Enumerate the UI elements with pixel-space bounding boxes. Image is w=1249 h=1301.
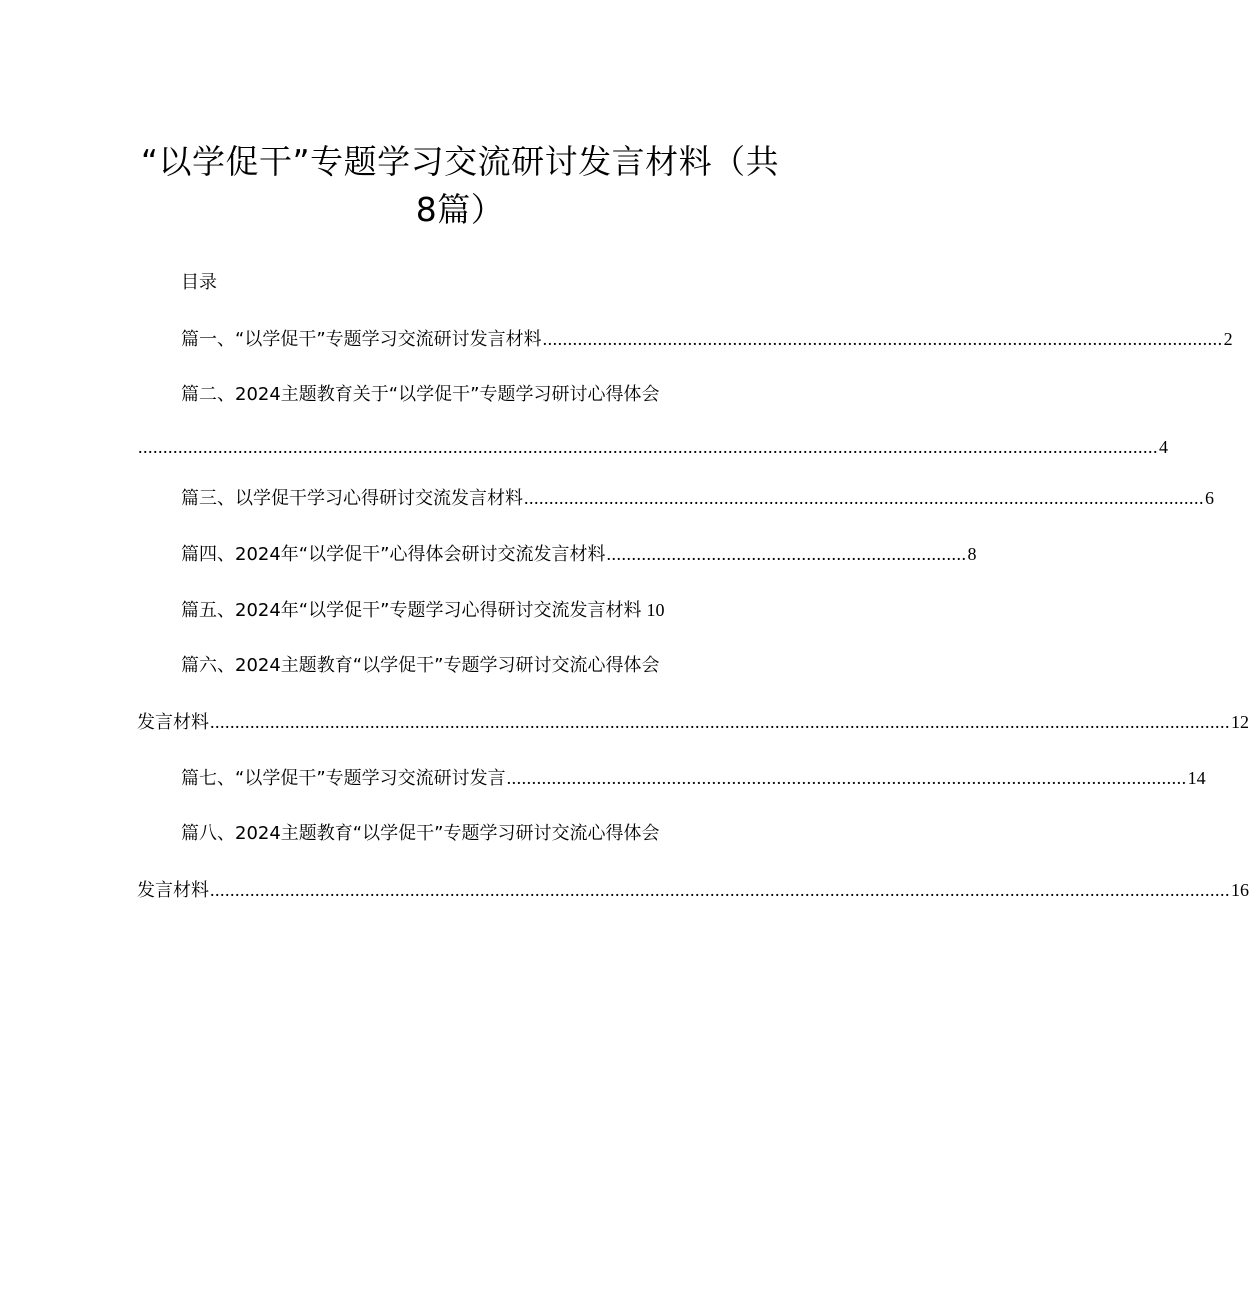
toc-entry-2[interactable]: [181, 382, 775, 408]
toc-page-number: 6: [1205, 488, 1214, 508]
toc-entry-6[interactable]: [181, 653, 775, 679]
toc-entry-6-continuation[interactable]: [137, 709, 1249, 736]
toc-leader-dots: ........................................................................................................................................: [542, 329, 1223, 349]
toc-entry-text: 篇三、以学促干学习心得研讨交流发言材料: [181, 488, 523, 509]
toc-entry-1[interactable]: [181, 326, 1233, 353]
toc-leader-dots: ........................................................................................................................................: [506, 768, 1187, 788]
toc-leader-dots: ............................................................................................................................................................................................................: [210, 712, 1230, 732]
toc-entry-text: 篇四、2024年“以学促干”心得体会研讨交流发言材料: [181, 544, 606, 565]
toc-entry-8-continuation[interactable]: [137, 877, 1249, 904]
toc-page-number: 8: [967, 544, 977, 564]
toc-page-number: 10: [646, 600, 665, 620]
toc-entry-3[interactable]: [181, 485, 1214, 512]
document-title-line-1: “以学促干”专题学习交流研讨发言材料（共: [140, 142, 780, 181]
toc-leader-dots: ........................................................................: [606, 544, 967, 564]
toc-entry-4[interactable]: [181, 541, 977, 568]
toc-entry-5[interactable]: [181, 597, 664, 624]
toc-page-number: 12: [1231, 712, 1249, 732]
toc-entry-continuation-text: 发言材料: [137, 880, 209, 901]
toc-leader-dots: ........................................................................................................................................: [524, 488, 1204, 508]
toc-entry-8[interactable]: [181, 821, 775, 847]
toc-page-number: 16: [1231, 880, 1249, 900]
toc-entry-continuation-text: 发言材料: [137, 712, 209, 733]
toc-page-number: 2: [1223, 329, 1233, 349]
toc-entry-text: 篇六、2024主题教育“以学促干”专题学习研讨交流心得体会: [181, 655, 660, 676]
toc-entry-7[interactable]: [181, 765, 1206, 792]
toc-entry-text: 篇八、2024主题教育“以学促干”专题学习研讨交流心得体会: [181, 823, 660, 844]
toc-page-number: 14: [1187, 768, 1206, 788]
toc-heading: 目录: [181, 272, 217, 293]
toc-entry-text: 篇五、2024年“以学促干”专题学习心得研讨交流发言材料: [181, 600, 642, 621]
toc-leader-dots: ............................................................................................................................................................................................................: [138, 437, 1158, 457]
toc-page-number: 4: [1159, 437, 1168, 457]
toc-entry-text: 篇七、“以学促干”专题学习交流研讨发言: [181, 768, 506, 789]
toc-entry-text: 篇一、“以学促干”专题学习交流研讨发言材料: [181, 329, 542, 350]
toc-leader-dots: ............................................................................................................................................................................................................: [210, 880, 1230, 900]
toc-entry-2-continuation[interactable]: [137, 434, 1168, 460]
document-title-line-2: 8篇）: [415, 190, 505, 229]
toc-entry-text: 篇二、2024主题教育关于“以学促干”专题学习研讨心得体会: [181, 384, 660, 405]
